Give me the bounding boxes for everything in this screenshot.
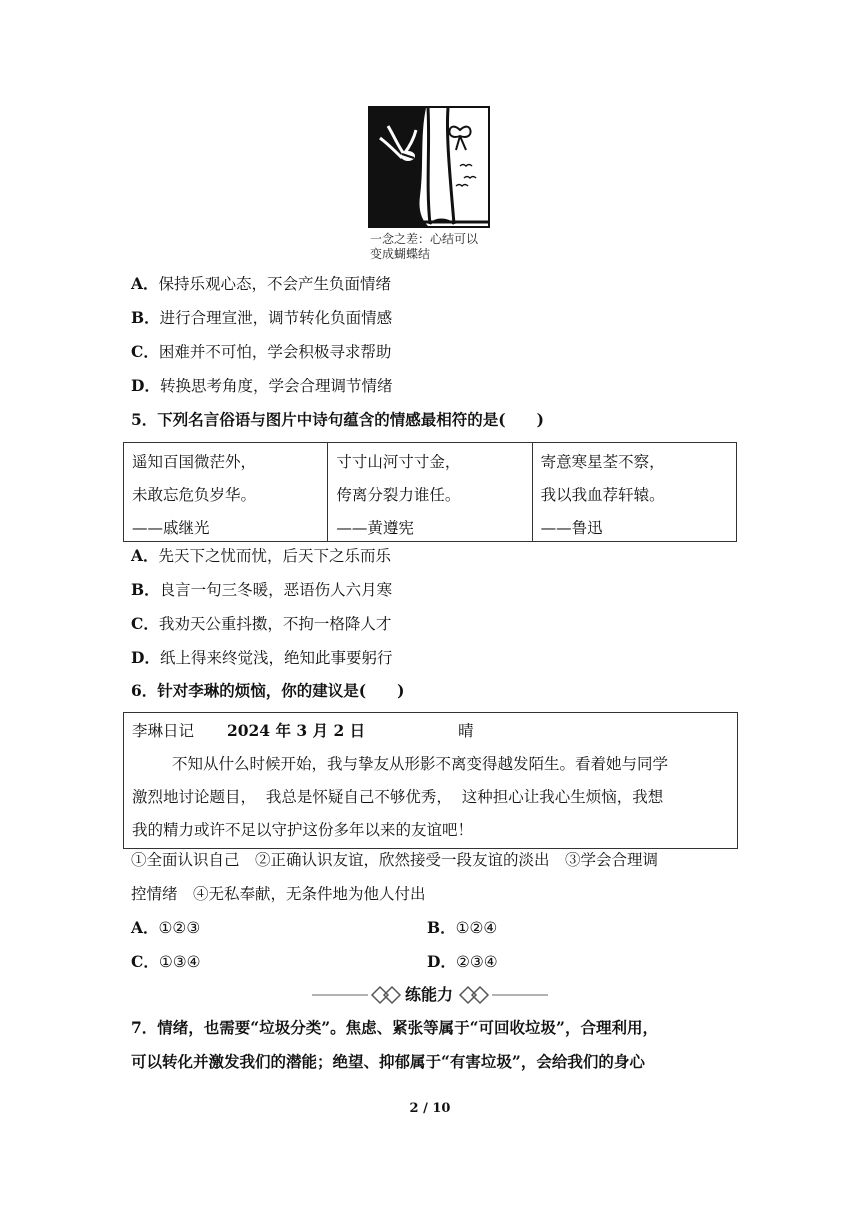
cartoon-image — [368, 106, 490, 228]
q4-option-c: C．困难并不可怕，学会积极寻求帮助 — [131, 342, 392, 361]
diary-header — [132, 714, 730, 748]
diary-line: 激烈地讨论题目， 我总是怀疑自己不够优秀， 这种担心让我心生烦恼，我想 — [132, 788, 664, 806]
diary-box — [123, 712, 738, 849]
poem-line: 寸寸山河寸寸金， — [336, 453, 461, 471]
q7-line1: 7．情绪，也需要“垃圾分类”。焦虑、紧张等属于“可回收垃圾”，合理利用， — [131, 1018, 658, 1037]
q6-option-b: B．①②④ — [427, 918, 498, 937]
poem-table — [123, 442, 737, 542]
q5-option-a: A．先天下之忧而忧，后天下之乐而乐 — [131, 546, 392, 565]
diary-line: 我的精力或许不足以守护这份多年以来的友谊吧！ — [132, 821, 474, 839]
q4-option-b: B．进行合理宣泄，调节转化负面情感 — [131, 308, 393, 327]
poem-cell-1 — [124, 443, 327, 541]
poem-line: 遥知百国微茫外， — [132, 453, 257, 471]
q6-option-d: D．②③④ — [427, 952, 498, 971]
q6-option-c: C．①③④ — [131, 952, 201, 971]
poem-author: ——黄遵宪 — [336, 519, 414, 537]
q5-option-b: B．良言一句三冬暖，恶语伤人六月寒 — [131, 580, 393, 599]
q5-option-d: D．纸上得来终觉浅，绝知此事要躬行 — [131, 648, 393, 667]
caption-line-1: 一念之差：心结可以 — [370, 232, 479, 246]
poem-author: ——鲁迅 — [540, 519, 603, 537]
poem-line: 寄意寒星荃不察， — [540, 453, 665, 471]
diary-weather: 晴 — [458, 722, 474, 740]
q5-stem: 5．下列名言俗语与图片中诗句蕴含的情感最相符的是( ) — [131, 410, 544, 429]
diary-title: 李琳日记 — [132, 722, 195, 740]
q4-option-a: A．保持乐观心态，不会产生负面情绪 — [131, 274, 392, 293]
diary-date: 2024 年 3 月 2 日 — [226, 721, 366, 740]
diary-body — [132, 748, 730, 847]
q6-option-a: A．①②③ — [131, 918, 201, 937]
page-number: 2 / 10 — [409, 1101, 451, 1116]
poem-line: 未敢忘危负岁华。 — [132, 486, 257, 504]
q6-stem: 6．针对李琳的烦恼，你的建议是( ) — [131, 681, 405, 700]
section-title: 练能力 — [405, 985, 454, 1004]
poem-cell-3 — [532, 443, 736, 541]
poem-line: 侉离分裂力谁任。 — [336, 486, 461, 504]
q6-choices-line2: 控情绪 ④无私奉献，无条件地为他人付出 — [131, 885, 426, 903]
poem-cell-2 — [327, 443, 531, 541]
diary-line: 不知从什么时候开始，我与挚友从形影不离变得越发陌生。看着她与同学 — [172, 755, 669, 773]
q4-option-d: D．转换思考角度，学会合理调节情绪 — [131, 376, 393, 395]
figure-caption — [370, 232, 500, 262]
poem-line: 我以我血荐轩辕。 — [540, 486, 665, 504]
q7-line2: 可以转化并激发我们的潜能；绝望、抑郁属于“有害垃圾”，会给我们的身心 — [131, 1052, 645, 1071]
q5-option-c: C．我劝天公重抖擞，不拘一格降人才 — [131, 614, 392, 633]
poem-author: ——戚继光 — [132, 519, 210, 537]
q6-choices-line1: ①全面认识自己 ②正确认识友谊，欣然接受一段友谊的淡出 ③学会合理调 — [131, 851, 659, 869]
caption-line-2: 变成蝴蝶结 — [370, 247, 431, 261]
